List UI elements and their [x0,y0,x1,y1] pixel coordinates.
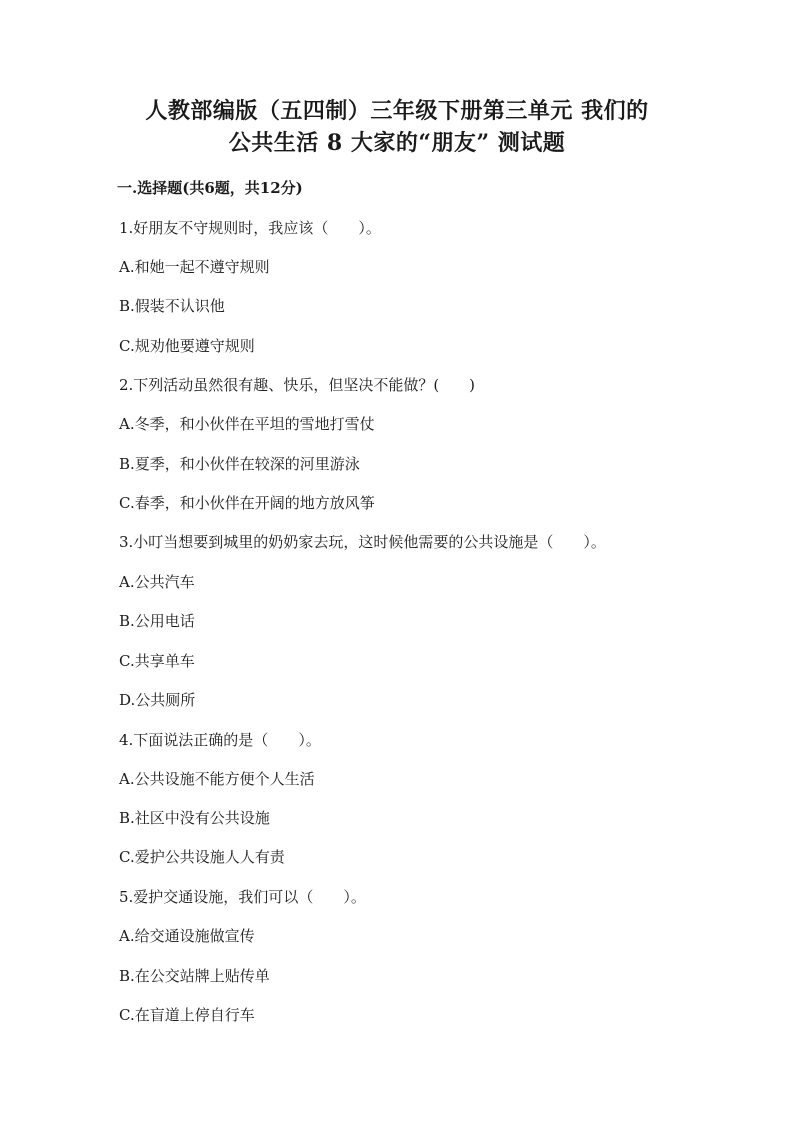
question-2-stem: 2.下列活动虽然很有趣、快乐，但坚决不能做？( ) [119,376,476,394]
question-2-option-b: B.夏季，和小伙伴在较深的河里游泳 [119,455,360,473]
question-3-option-d: D.公共厕所 [119,691,196,709]
section-heading: 一.选择题(共6题，共12分) [117,179,303,197]
question-3-stem: 3.小叮当想要到城里的奶奶家去玩，这时候他需要的公共设施是（ ）。 [119,533,606,551]
question-3-option-c: C.共享单车 [119,652,195,670]
question-4-option-c: C.爱护公共设施人人有责 [119,848,285,866]
question-1-option-b: B.假装不认识他 [119,297,225,315]
question-5-option-a: A.给交通设施做宣传 [119,927,255,945]
question-3-option-a: A.公共汽车 [119,573,195,591]
question-4-stem: 4.下面说法正确的是（ ）。 [119,731,321,749]
question-2-option-a: A.冬季，和小伙伴在平坦的雪地打雪仗 [119,415,375,433]
question-4-option-a: A.公共设施不能方便个人生活 [119,770,315,788]
page-title-line-2: 公共生活 8 大家的“朋友” 测试题 [228,130,566,156]
page-title-line-1: 人教部编版（五四制）三年级下册第三单元 我们的 [145,98,649,124]
question-1-option-a: A.和她一起不遵守规则 [119,258,270,276]
question-5-option-b: B.在公交站牌上贴传单 [119,967,270,985]
question-1-option-c: C.规劝他要遵守规则 [119,337,255,355]
question-5-stem: 5.爱护交通设施，我们可以（ ）。 [119,888,366,906]
question-5-option-c: C.在盲道上停自行车 [119,1006,255,1024]
question-3-option-b: B.公用电话 [119,612,195,630]
question-4-option-b: B.社区中没有公共设施 [119,809,270,827]
question-1-stem: 1.好朋友不守规则时，我应该（ ）。 [119,219,381,237]
question-2-option-c: C.春季，和小伙伴在开阔的地方放风筝 [119,494,375,512]
